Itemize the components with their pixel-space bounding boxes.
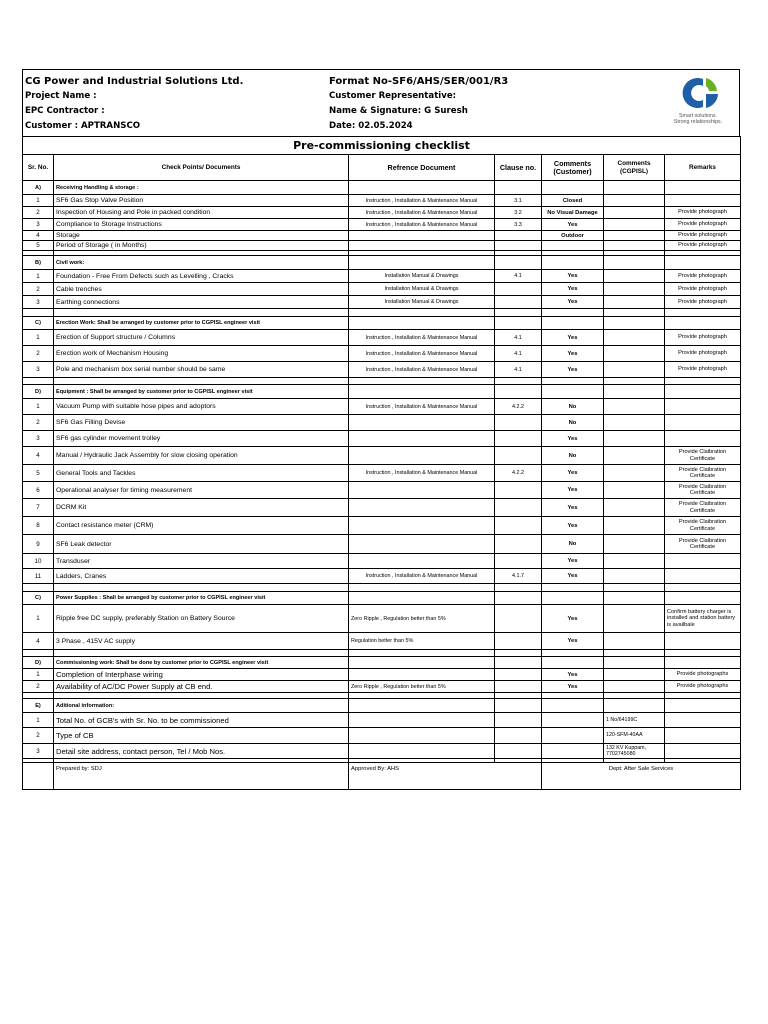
table-row xyxy=(23,554,741,569)
table-row xyxy=(23,283,741,296)
remark: Provide photograph xyxy=(665,270,741,283)
remark xyxy=(665,415,741,431)
row-number: 5 xyxy=(23,465,54,482)
row-number: 9 xyxy=(23,535,54,554)
col-header-sr-no: Sr. No. xyxy=(23,155,54,181)
remark: Provide photograph xyxy=(665,283,741,296)
reference-document: Instruction , Installation & Maintenance Manual xyxy=(349,399,495,415)
column-header-row xyxy=(23,155,741,181)
col-header-reference: Refrence Document xyxy=(349,155,495,181)
section-header-row xyxy=(23,181,741,195)
table-row xyxy=(23,296,741,309)
reference-document xyxy=(349,535,495,554)
company-name: CG Power and Industrial Solutions Ltd. xyxy=(25,76,244,87)
remark: Confirm battery charger is installed and station battery is availbale xyxy=(665,605,741,633)
check-point: Availability of AC/DC Power Supply at CB end. xyxy=(54,681,349,693)
clause-number: 4.1 xyxy=(495,346,542,362)
cgpisl-comment xyxy=(604,296,665,309)
row-number: 10 xyxy=(23,554,54,569)
remark: Provide Claibration Certificate xyxy=(665,447,741,465)
checklist-table xyxy=(22,136,741,790)
row-number: 1 xyxy=(23,330,54,346)
customer-comment: Yes xyxy=(542,633,604,650)
reference-document xyxy=(349,482,495,499)
customer-comment xyxy=(542,728,604,744)
remark: Provide photographs xyxy=(665,669,741,681)
cgpisl-comment xyxy=(604,535,665,554)
reference-document xyxy=(349,431,495,447)
footer-row xyxy=(23,763,741,790)
table-row xyxy=(23,241,741,251)
row-number: 1 xyxy=(23,399,54,415)
table-row xyxy=(23,219,741,231)
customer-comment: Yes xyxy=(542,346,604,362)
remark: Provide photograph xyxy=(665,330,741,346)
checklist-sheet xyxy=(22,69,740,790)
reference-document xyxy=(349,499,495,517)
remark xyxy=(665,399,741,415)
check-point: Manual / Hydraulic Jack Assembly for slow closing operation xyxy=(54,447,349,465)
row-number: 11 xyxy=(23,569,54,584)
clause-number xyxy=(495,633,542,650)
cgpisl-comment xyxy=(604,270,665,283)
row-number: 1 xyxy=(23,605,54,633)
check-point: SF6 Gas Stop Valve Position xyxy=(54,195,349,207)
table-row xyxy=(23,270,741,283)
customer-comment: Yes xyxy=(542,296,604,309)
col-header-check-points: Check Points/ Documents xyxy=(54,155,349,181)
cgpisl-comment xyxy=(604,554,665,569)
check-point: Erection of Support structure / Columns xyxy=(54,330,349,346)
clause-number xyxy=(495,447,542,465)
section-title: Erection Work: Shall be arranged by customer prior to CGPISL engineer visit xyxy=(54,317,349,330)
col-header-comments-customer: Comments (Customer) xyxy=(542,155,604,181)
customer-label: Customer : APTRANSCO xyxy=(25,121,141,131)
remark: Provide photograph xyxy=(665,241,741,251)
row-number: 4 xyxy=(23,231,54,241)
check-point: Inspection of Housing and Pole in packed condition xyxy=(54,207,349,219)
reference-document: Zero Ripple , Regulation better than 5% xyxy=(349,681,495,693)
table-row xyxy=(23,633,741,650)
customer-comment: Yes xyxy=(542,605,604,633)
check-point: Period of Storage ( in Months) xyxy=(54,241,349,251)
remark xyxy=(665,554,741,569)
check-point: Storage xyxy=(54,231,349,241)
section-header-row xyxy=(23,699,741,713)
section-header-row xyxy=(23,256,741,270)
cgpisl-comment xyxy=(604,415,665,431)
reference-document: Instruction , Installation & Maintenance Manual xyxy=(349,219,495,231)
cgpisl-comment xyxy=(604,231,665,241)
row-number: 8 xyxy=(23,517,54,535)
logo-tagline-1: Smart solutions. xyxy=(679,113,717,119)
table-row xyxy=(23,195,741,207)
table-row xyxy=(23,231,741,241)
row-number: 3 xyxy=(23,362,54,378)
table-row xyxy=(23,399,741,415)
clause-number xyxy=(495,681,542,693)
clause-number: 4.2.2 xyxy=(495,465,542,482)
remark xyxy=(665,569,741,584)
table-row xyxy=(23,415,741,431)
customer-comment: No xyxy=(542,399,604,415)
cgpisl-comment xyxy=(604,447,665,465)
clause-number: 3.3 xyxy=(495,219,542,231)
clause-number xyxy=(495,283,542,296)
customer-comment: Outdoor xyxy=(542,231,604,241)
check-point: SF6 gas cylinder movement trolley xyxy=(54,431,349,447)
customer-comment: Yes xyxy=(542,465,604,482)
remark: Provide photograph xyxy=(665,231,741,241)
customer-comment: Yes xyxy=(542,362,604,378)
format-number: Format No-SF6/AHS/SER/001/R3 xyxy=(329,76,509,87)
row-number: 3 xyxy=(23,219,54,231)
check-point: Detail site address, contact person, Tel / Mob Nos. xyxy=(54,744,349,759)
check-point: Compliance to Storage Instructions xyxy=(54,219,349,231)
remark: Provide Claibration Certificate xyxy=(665,517,741,535)
clause-number xyxy=(495,231,542,241)
check-point: Foundation - Free From Defects such as Levelling , Cracks xyxy=(54,270,349,283)
check-point: SF6 Gas Filling Devise xyxy=(54,415,349,431)
document-header xyxy=(22,69,740,136)
row-number: 4 xyxy=(23,633,54,650)
cgpisl-comment xyxy=(604,517,665,535)
remark: Provide photograph xyxy=(665,207,741,219)
row-number: 2 xyxy=(23,283,54,296)
cgpisl-comment xyxy=(604,219,665,231)
remark xyxy=(665,431,741,447)
project-name-label: Project Name : xyxy=(25,91,97,101)
row-number: 2 xyxy=(23,728,54,744)
customer-comment: No xyxy=(542,447,604,465)
section-title: Aditional information: xyxy=(54,699,349,713)
remark: Provide photographs xyxy=(665,681,741,693)
cgpisl-comment xyxy=(604,283,665,296)
reference-document xyxy=(349,231,495,241)
customer-comment: Yes xyxy=(542,569,604,584)
cgpisl-comment xyxy=(604,569,665,584)
section-title: Power Supplies : Shall be arranged by customer prior to CGPISL engineer visit xyxy=(54,592,349,605)
department: Dept: After Sale Services xyxy=(542,763,741,790)
section-header-row xyxy=(23,657,741,669)
cgpisl-comment xyxy=(604,633,665,650)
customer-comment xyxy=(542,744,604,759)
reference-document xyxy=(349,517,495,535)
table-row xyxy=(23,713,741,728)
customer-comment: Yes xyxy=(542,499,604,517)
row-number: 1 xyxy=(23,713,54,728)
check-point: Cable trenches xyxy=(54,283,349,296)
clause-number xyxy=(495,517,542,535)
row-number: 6 xyxy=(23,482,54,499)
remark: Provide photograph xyxy=(665,346,741,362)
prepared-by: Prepared by: SDJ xyxy=(54,763,349,790)
reference-document: Regulation better than 5% xyxy=(349,633,495,650)
spacer-row xyxy=(23,584,741,592)
cgpisl-comment xyxy=(604,681,665,693)
row-number: 4 xyxy=(23,447,54,465)
row-number: 1 xyxy=(23,270,54,283)
section-title: Civil work: xyxy=(54,256,349,270)
remark xyxy=(665,633,741,650)
remark: Provide Claibration Certificate xyxy=(665,535,741,554)
table-row xyxy=(23,681,741,693)
row-number: 2 xyxy=(23,415,54,431)
clause-number xyxy=(495,728,542,744)
row-number: 1 xyxy=(23,195,54,207)
header-middle xyxy=(329,74,508,134)
clause-number: 4.1 xyxy=(495,330,542,346)
cgpisl-comment: 120-SFM-40AA xyxy=(604,728,665,744)
section-title: Receiving Handling & storage : xyxy=(54,181,349,195)
document-date: Date: 02.05.2024 xyxy=(329,121,413,131)
cgpisl-comment xyxy=(604,330,665,346)
table-row xyxy=(23,744,741,759)
customer-comment xyxy=(542,713,604,728)
remark: Provide Claibration Certificate xyxy=(665,499,741,517)
customer-comment: Yes xyxy=(542,270,604,283)
row-number: 2 xyxy=(23,346,54,362)
clause-number: 3.2 xyxy=(495,207,542,219)
remark: Provide photograph xyxy=(665,362,741,378)
cgpisl-comment xyxy=(604,207,665,219)
clause-number xyxy=(495,744,542,759)
clause-number xyxy=(495,431,542,447)
cgpisl-comment xyxy=(604,499,665,517)
row-number: 2 xyxy=(23,207,54,219)
remark: Provide Claibration Certificate xyxy=(665,482,741,499)
section-number: C) xyxy=(23,317,54,330)
clause-number xyxy=(495,241,542,251)
reference-document: Instruction , Installation & Maintenance Manual xyxy=(349,465,495,482)
check-point: Ripple free DC supply, preferably Station on Battery Source xyxy=(54,605,349,633)
table-row xyxy=(23,669,741,681)
clause-number xyxy=(495,713,542,728)
table-row xyxy=(23,465,741,482)
table-row xyxy=(23,346,741,362)
cgpisl-comment xyxy=(604,465,665,482)
table-row xyxy=(23,535,741,554)
reference-document xyxy=(349,447,495,465)
remark xyxy=(665,744,741,759)
cgpisl-comment xyxy=(604,362,665,378)
customer-comment: No xyxy=(542,415,604,431)
reference-document: Installation Manual & Drawings xyxy=(349,283,495,296)
customer-comment: No Visual Damage xyxy=(542,207,604,219)
check-point: Contact resistance meter (CRM) xyxy=(54,517,349,535)
check-point: SF6 Leak detector xyxy=(54,535,349,554)
check-point: Earthing connections xyxy=(54,296,349,309)
section-number: C) xyxy=(23,592,54,605)
remark: Provide Claibration Certificate xyxy=(665,465,741,482)
cgpisl-comment xyxy=(604,195,665,207)
col-header-clause: Clause no. xyxy=(495,155,542,181)
section-number: A) xyxy=(23,181,54,195)
check-point: Ladders, Cranes xyxy=(54,569,349,584)
clause-number xyxy=(495,605,542,633)
cgpisl-comment xyxy=(604,669,665,681)
customer-comment: Yes xyxy=(542,431,604,447)
reference-document xyxy=(349,713,495,728)
reference-document: Instruction , Installation & Maintenance Manual xyxy=(349,195,495,207)
row-number: 2 xyxy=(23,681,54,693)
checklist-title: Pre-commissioning checklist xyxy=(23,137,741,155)
section-header-row xyxy=(23,385,741,399)
reference-document: Instruction , Installation & Maintenance Manual xyxy=(349,207,495,219)
section-title: Equipment : Shall be arranged by customer prior to CGPISL engineer visit xyxy=(54,385,349,399)
table-row xyxy=(23,330,741,346)
header-left xyxy=(25,74,243,134)
table-row xyxy=(23,569,741,584)
table-row xyxy=(23,482,741,499)
reference-document: Instruction , Installation & Maintenance Manual xyxy=(349,362,495,378)
reference-document: Installation Manual & Drawings xyxy=(349,270,495,283)
col-header-remarks: Remarks xyxy=(665,155,741,181)
reference-document xyxy=(349,669,495,681)
check-point: Operational analyser for timing measurement xyxy=(54,482,349,499)
cgpisl-comment xyxy=(604,241,665,251)
table-row xyxy=(23,207,741,219)
section-number: D) xyxy=(23,385,54,399)
section-header-row xyxy=(23,317,741,330)
check-point: 3 Phase , 415V AC supply xyxy=(54,633,349,650)
check-point: Completion of Interphase wiring xyxy=(54,669,349,681)
reference-document xyxy=(349,241,495,251)
reference-document xyxy=(349,554,495,569)
cgpisl-comment: 1 No/64199C xyxy=(604,713,665,728)
check-point: Total No. of GCB's with Sr. No. to be commissioned xyxy=(54,713,349,728)
customer-comment: Yes xyxy=(542,517,604,535)
table-row xyxy=(23,517,741,535)
clause-number xyxy=(495,482,542,499)
clause-number xyxy=(495,669,542,681)
check-point: Vacuum Pump with suitable hose pipes and adoptors xyxy=(54,399,349,415)
spacer-row xyxy=(23,309,741,317)
row-number: 3 xyxy=(23,296,54,309)
clause-number: 4.1.7 xyxy=(495,569,542,584)
spacer-row xyxy=(23,378,741,385)
col-header-comments-cgpisl: Comments (CGPISL) xyxy=(604,155,665,181)
remark: Provide photograph xyxy=(665,296,741,309)
check-point: Type of CB xyxy=(54,728,349,744)
reference-document: Installation Manual & Drawings xyxy=(349,296,495,309)
row-number: 7 xyxy=(23,499,54,517)
customer-comment: Yes xyxy=(542,669,604,681)
section-number: E) xyxy=(23,699,54,713)
customer-comment: Yes xyxy=(542,482,604,499)
customer-comment: No xyxy=(542,535,604,554)
logo-tagline-2: Strong relationships. xyxy=(673,119,723,125)
title-row xyxy=(23,137,741,155)
customer-representative-label: Customer Representative: xyxy=(329,91,457,101)
customer-comment xyxy=(542,241,604,251)
reference-document: Instruction , Installation & Maintenance Manual xyxy=(349,569,495,584)
name-signature: Name & Signature: G Suresh xyxy=(329,106,468,116)
table-row xyxy=(23,605,741,633)
cgpisl-comment xyxy=(604,605,665,633)
reference-document: Zero Ripple , Regulation better than 5% xyxy=(349,605,495,633)
reference-document xyxy=(349,744,495,759)
cgpisl-comment: 132 KV Kuppam, 7702745080 xyxy=(604,744,665,759)
spacer-row xyxy=(23,650,741,657)
customer-comment: Yes xyxy=(542,681,604,693)
clause-number xyxy=(495,415,542,431)
customer-comment: Yes xyxy=(542,283,604,296)
clause-number: 3.1 xyxy=(495,195,542,207)
section-number: B) xyxy=(23,256,54,270)
clause-number: 4.1 xyxy=(495,362,542,378)
clause-number: 4.2.2 xyxy=(495,399,542,415)
table-row xyxy=(23,728,741,744)
table-row xyxy=(23,431,741,447)
customer-comment: Yes xyxy=(542,219,604,231)
reference-document xyxy=(349,415,495,431)
check-point: Erection work of Mechanism Housing xyxy=(54,346,349,362)
reference-document: Instruction , Installation & Maintenance Manual xyxy=(349,330,495,346)
cgpisl-comment xyxy=(604,399,665,415)
check-point: General Tools and Tackles xyxy=(54,465,349,482)
cgpisl-comment xyxy=(604,346,665,362)
customer-comment: Yes xyxy=(542,554,604,569)
remark xyxy=(665,195,741,207)
customer-comment: Closed xyxy=(542,195,604,207)
cgpisl-comment xyxy=(604,482,665,499)
check-point: DCRM Kit xyxy=(54,499,349,517)
row-number: 3 xyxy=(23,431,54,447)
cg-logo-icon xyxy=(673,73,723,113)
reference-document: Instruction , Installation & Maintenance Manual xyxy=(349,346,495,362)
section-title: Commissioning work: Shall be done by customer prior to CGPISL engineer visit xyxy=(54,657,349,669)
cg-logo xyxy=(663,73,733,125)
clause-number xyxy=(495,296,542,309)
remark xyxy=(665,713,741,728)
row-number: 1 xyxy=(23,669,54,681)
cgpisl-comment xyxy=(604,431,665,447)
epc-contractor-label: EPC Contractor : xyxy=(25,106,105,116)
table-row xyxy=(23,362,741,378)
check-point: Transduser xyxy=(54,554,349,569)
table-row xyxy=(23,499,741,517)
row-number: 3 xyxy=(23,744,54,759)
clause-number: 4.1 xyxy=(495,270,542,283)
row-number: 5 xyxy=(23,241,54,251)
customer-comment: Yes xyxy=(542,330,604,346)
clause-number xyxy=(495,554,542,569)
clause-number xyxy=(495,499,542,517)
remark: Provide photograph xyxy=(665,219,741,231)
reference-document xyxy=(349,728,495,744)
section-number: D) xyxy=(23,657,54,669)
section-header-row xyxy=(23,592,741,605)
remark xyxy=(665,728,741,744)
check-point: Pole and mechanism box serial number should be same xyxy=(54,362,349,378)
approved-by: Approved By: AHS xyxy=(349,763,542,790)
clause-number xyxy=(495,535,542,554)
table-row xyxy=(23,447,741,465)
